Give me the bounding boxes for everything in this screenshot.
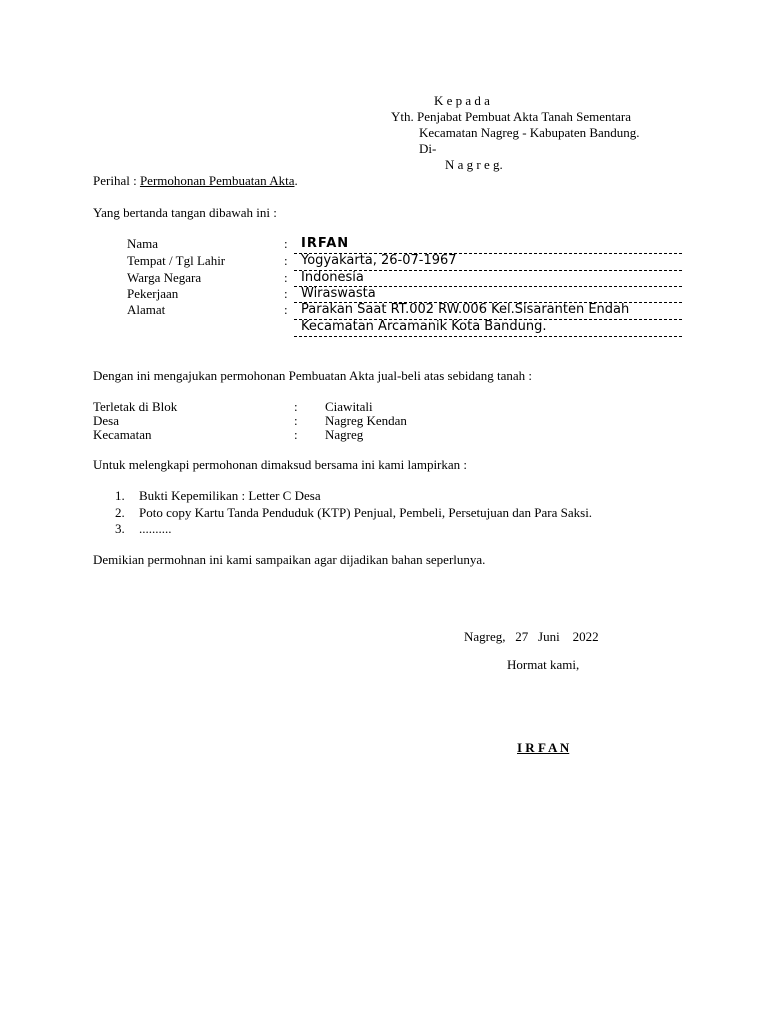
- perihal-end: .: [294, 173, 298, 188]
- perihal-subject: Permohonan Pembuatan Akta: [139, 173, 295, 188]
- dashed-underline: [294, 286, 682, 287]
- perihal-label: Perihal :: [93, 173, 137, 188]
- recipient-kepada: K e p a d a: [434, 93, 490, 108]
- land-label-blok: Terletak di Blok: [93, 399, 178, 414]
- land-colon: :: [294, 427, 298, 442]
- list-item-number: 2.: [115, 505, 125, 520]
- field-label-nama: Nama: [127, 236, 159, 251]
- field-value-ttl: Yogyakarta, 26-07-1967: [301, 253, 457, 268]
- field-colon: :: [284, 236, 288, 251]
- signature-name: I R F A N: [517, 740, 570, 755]
- list-item-number: 1.: [115, 488, 125, 503]
- attachments-intro: Untuk melengkapi permohonan dimaksud bersama ini kami lampirkan :: [93, 457, 468, 472]
- land-colon: :: [294, 399, 298, 414]
- field-colon: :: [284, 302, 288, 317]
- dashed-underline: [294, 336, 682, 337]
- field-label-alamat: Alamat: [127, 302, 166, 317]
- recipient-line-2: Kecamatan Nagreg - Kabupaten Bandung.: [419, 125, 640, 140]
- field-value-pekerjaan: Wiraswasta: [301, 286, 376, 301]
- list-item: Bukti Kepemilikan : Letter C Desa: [139, 488, 321, 503]
- list-item-number: 3.: [115, 521, 125, 536]
- land-value-kecamatan: Nagreg: [325, 427, 364, 442]
- land-value-desa: Nagreg Kendan: [325, 413, 407, 428]
- field-label-ttl: Tempat / Tgl Lahir: [127, 253, 226, 268]
- dashed-underline: [294, 319, 682, 320]
- closing-text: Demikian permohnan ini kami sampaikan agar dijadikan bahan seperlunya.: [93, 552, 486, 567]
- land-colon: :: [294, 413, 298, 428]
- request-text: Dengan ini mengajukan permohonan Pembuatan Akta jual-beli atas sebidang tanah :: [93, 368, 532, 383]
- list-item: Poto copy Kartu Tanda Penduduk (KTP) Penjual, Pembeli, Persetujuan dan Para Saksi.: [139, 505, 593, 520]
- field-label-pekerjaan: Pekerjaan: [127, 286, 179, 301]
- recipient-line-4: N a g r e g.: [445, 157, 503, 172]
- field-value-warga-negara: Indonesia: [301, 270, 364, 285]
- closing-greeting: Hormat kami,: [507, 657, 580, 672]
- dashed-underline: [294, 302, 682, 303]
- list-item: ..........: [139, 521, 172, 536]
- land-value-blok: Ciawitali: [325, 399, 373, 414]
- land-label-desa: Desa: [93, 413, 119, 428]
- dashed-underline: [294, 270, 682, 271]
- field-value-nama: IRFAN: [301, 236, 350, 251]
- field-colon: :: [284, 286, 288, 301]
- field-colon: :: [284, 253, 288, 268]
- dashed-underline: [294, 253, 682, 254]
- place-date: Nagreg, 27 Juni 2022: [464, 629, 599, 644]
- recipient-line-1: Yth. Penjabat Pembuat Akta Tanah Sementara: [391, 109, 632, 124]
- field-label-warga-negara: Warga Negara: [127, 270, 202, 285]
- field-colon: :: [284, 270, 288, 285]
- perihal: [93, 173, 298, 189]
- recipient-line-3: Di-: [419, 141, 437, 156]
- field-value-alamat-line-2: Kecamatan Arcamanik Kota Bandung.: [301, 319, 547, 334]
- land-label-kecamatan: Kecamatan: [93, 427, 152, 442]
- field-value-alamat: Parakan Saat RT.002 RW.006 Kel.Sisaranten Endah: [301, 302, 630, 317]
- intro-text: Yang bertanda tangan dibawah ini :: [93, 205, 277, 220]
